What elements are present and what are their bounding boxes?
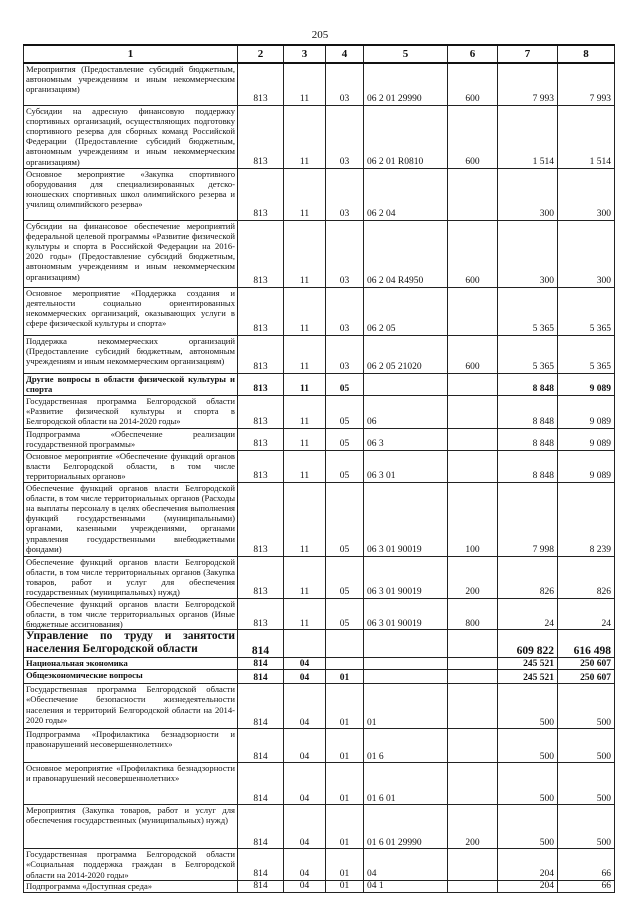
row-amount-2019: 300: [498, 168, 558, 220]
row-target-article: 01 6 01 29990: [364, 805, 448, 849]
row-ministry-code: 813: [238, 220, 284, 287]
row-amount-2020: 9 089: [558, 428, 615, 450]
table-row: [24, 763, 615, 805]
row-amount-2019: 245 521: [498, 658, 558, 670]
row-section-code: 04: [284, 729, 326, 763]
row-ministry-code: 813: [238, 63, 284, 105]
row-section-code: 11: [284, 63, 326, 105]
row-name: Другие вопросы в области физической культуры и спорта: [24, 373, 238, 395]
row-expense-type: [448, 373, 498, 395]
row-section-code: 04: [284, 880, 326, 892]
row-section-code: 11: [284, 598, 326, 630]
row-subsection-code: 01: [326, 729, 364, 763]
row-section-code: 04: [284, 763, 326, 805]
row-expense-type: [448, 763, 498, 805]
col-header-8: 8: [558, 45, 615, 63]
table-row: [24, 450, 615, 482]
row-ministry-code: 814: [238, 763, 284, 805]
row-ministry-code: 814: [238, 805, 284, 849]
row-ministry-code: 813: [238, 450, 284, 482]
row-amount-2020: 500: [558, 805, 615, 849]
row-target-article: 06 2 01 R0810: [364, 105, 448, 168]
row-target-article: 06 3 01 90019: [364, 598, 448, 630]
row-subsection-code: 01: [326, 684, 364, 729]
row-section-code: 04: [284, 849, 326, 881]
row-expense-type: [448, 670, 498, 684]
row-subsection-code: 01: [326, 805, 364, 849]
table-row: [24, 880, 615, 892]
row-expense-type: [448, 658, 498, 670]
row-section-code: 11: [284, 335, 326, 373]
row-section-code: 04: [284, 684, 326, 729]
row-expense-type: 600: [448, 63, 498, 105]
row-subsection-code: 03: [326, 63, 364, 105]
row-expense-type: [448, 450, 498, 482]
row-amount-2020: 66: [558, 880, 615, 892]
row-subsection-code: 01: [326, 763, 364, 805]
row-expense-type: 200: [448, 556, 498, 598]
row-name: Государственная программа Белгородской области «Обеспечение безопасности жизнедеятельности населения и территорий Белгородской области на 2014-2020 годы»: [24, 684, 238, 729]
row-amount-2020: 250 607: [558, 658, 615, 670]
row-expense-type: [448, 168, 498, 220]
row-target-article: 06 3: [364, 428, 448, 450]
row-expense-type: [448, 729, 498, 763]
row-subsection-code: 05: [326, 428, 364, 450]
row-target-article: [364, 670, 448, 684]
row-name: Обеспечение функций органов власти Белгородской области, в том числе территориальных органов (Расходы на выплаты персоналу в целях обеспечения выполнения функций государственными (муниципальными) органами, казенными учреждениями, органами управления государственными внебюджетными фондами): [24, 482, 238, 556]
table-row: [24, 335, 615, 373]
row-subsection-code: 05: [326, 395, 364, 428]
row-name: Основное мероприятие «Профилактика безнадзорности и правонарушений несовершеннолетних»: [24, 763, 238, 805]
row-section-code: 04: [284, 670, 326, 684]
row-section-code: [284, 630, 326, 658]
row-subsection-code: 01: [326, 849, 364, 881]
row-section-code: 11: [284, 395, 326, 428]
row-name: Управление по труду и занятости населения Белгородской области: [24, 630, 238, 658]
row-amount-2020: 9 089: [558, 450, 615, 482]
row-expense-type: [448, 684, 498, 729]
table-row: [24, 220, 615, 287]
row-target-article: [364, 373, 448, 395]
row-ministry-code: 814: [238, 630, 284, 658]
row-expense-type: 200: [448, 805, 498, 849]
row-expense-type: [448, 849, 498, 881]
row-amount-2019: 24: [498, 598, 558, 630]
row-section-code: 11: [284, 105, 326, 168]
row-expense-type: [448, 428, 498, 450]
row-expense-type: 600: [448, 335, 498, 373]
row-section-code: 11: [284, 428, 326, 450]
row-ministry-code: 813: [238, 482, 284, 556]
row-amount-2020: 300: [558, 220, 615, 287]
row-amount-2019: 7 993: [498, 63, 558, 105]
row-ministry-code: 813: [238, 373, 284, 395]
row-target-article: 01: [364, 684, 448, 729]
row-section-code: 11: [284, 556, 326, 598]
row-section-code: 11: [284, 287, 326, 335]
row-name: Обеспечение функций органов власти Белгородской области, в том числе территориальных органов (Иные бюджетные ассигнования): [24, 598, 238, 630]
row-ministry-code: 814: [238, 658, 284, 670]
table-row: [24, 670, 615, 684]
row-amount-2020: 66: [558, 849, 615, 881]
row-name: Обеспечение функций органов власти Белгородской области, в том числе территориальных органов (Закупка товаров, работ и услуг для обеспечения государственных (муниципальных) нужд): [24, 556, 238, 598]
table-row: [24, 729, 615, 763]
row-subsection-code: [326, 630, 364, 658]
col-header-5: 5: [364, 45, 448, 63]
row-target-article: 06: [364, 395, 448, 428]
col-header-4: 4: [326, 45, 364, 63]
row-amount-2020: 500: [558, 684, 615, 729]
row-amount-2019: 5 365: [498, 335, 558, 373]
table-row: [24, 373, 615, 395]
table-row: [24, 428, 615, 450]
row-ministry-code: 813: [238, 598, 284, 630]
col-header-1: 1: [24, 45, 238, 63]
row-subsection-code: 03: [326, 105, 364, 168]
row-amount-2019: 500: [498, 805, 558, 849]
table-row: [24, 395, 615, 428]
row-ministry-code: 813: [238, 105, 284, 168]
row-expense-type: [448, 630, 498, 658]
budget-table: [23, 44, 615, 893]
table-row: [24, 105, 615, 168]
col-header-6: 6: [448, 45, 498, 63]
row-subsection-code: 05: [326, 598, 364, 630]
row-amount-2019: 5 365: [498, 287, 558, 335]
row-section-code: 04: [284, 658, 326, 670]
row-target-article: 04 1: [364, 880, 448, 892]
row-amount-2019: 500: [498, 684, 558, 729]
row-target-article: 06 2 04: [364, 168, 448, 220]
row-ministry-code: 814: [238, 849, 284, 881]
table-row: [24, 287, 615, 335]
row-amount-2019: 8 848: [498, 428, 558, 450]
col-header-7: 7: [498, 45, 558, 63]
table-row: [24, 598, 615, 630]
table-row: [24, 805, 615, 849]
row-target-article: 06 3 01 90019: [364, 556, 448, 598]
row-target-article: 06 2 01 29990: [364, 63, 448, 105]
row-amount-2020: 250 607: [558, 670, 615, 684]
row-subsection-code: 05: [326, 373, 364, 395]
row-target-article: 01 6: [364, 729, 448, 763]
row-target-article: 01 6 01: [364, 763, 448, 805]
row-expense-type: [448, 395, 498, 428]
col-header-3: 3: [284, 45, 326, 63]
row-subsection-code: 03: [326, 168, 364, 220]
row-subsection-code: 01: [326, 880, 364, 892]
row-amount-2019: 826: [498, 556, 558, 598]
row-amount-2019: 204: [498, 880, 558, 892]
row-amount-2020: 5 365: [558, 335, 615, 373]
row-amount-2019: 245 521: [498, 670, 558, 684]
row-name: Основное мероприятие «Поддержка создания и деятельности социально ориентированных некоммерческих организаций, оказывающих услуги в сфере физической культуры и спорта»: [24, 287, 238, 335]
row-name: Государственная программа Белгородской области «Развитие физической культуры и спорта в Белгородской области на 2014-2020 годы»: [24, 395, 238, 428]
row-name: Подпрограмма «Профилактика безнадзорности и правонарушений несовершеннолетних»: [24, 729, 238, 763]
row-section-code: 04: [284, 805, 326, 849]
row-ministry-code: 813: [238, 556, 284, 598]
row-section-code: 11: [284, 168, 326, 220]
row-amount-2019: 500: [498, 729, 558, 763]
table-row: [24, 658, 615, 670]
row-name: Субсидии на финансовое обеспечение мероприятий федеральной целевой программы «Развитие физической культуры и спорта в Российской Федерации на 2016-2020 годы» (Предоставление субсидий бюджетным, автономным учреждениям и иным некоммерческим организациям): [24, 220, 238, 287]
row-ministry-code: 813: [238, 335, 284, 373]
row-expense-type: 600: [448, 220, 498, 287]
row-section-code: 11: [284, 482, 326, 556]
row-amount-2019: 8 848: [498, 450, 558, 482]
row-name: Субсидии на адресную финансовую поддержку спортивных организаций, осуществляющих подготовку спортивного резерва для сборных команд Российской Федерации (Предоставление субсидий бюджетным, автономным учреждениям и иным некоммерческим организациям): [24, 105, 238, 168]
row-amount-2019: 1 514: [498, 105, 558, 168]
row-name: Государственная программа Белгородской области «Социальная поддержка граждан в Белгородской области на 2014-2020 годы»: [24, 849, 238, 881]
row-ministry-code: 813: [238, 287, 284, 335]
row-ministry-code: 814: [238, 684, 284, 729]
row-amount-2020: 9 089: [558, 373, 615, 395]
row-name: Мероприятия (Предоставление субсидий бюджетным, автономным учреждениям и иным некоммерческим организациям): [24, 63, 238, 105]
row-expense-type: [448, 287, 498, 335]
row-target-article: [364, 630, 448, 658]
row-amount-2019: 500: [498, 763, 558, 805]
table-row: [24, 849, 615, 881]
row-amount-2020: 826: [558, 556, 615, 598]
row-amount-2020: 9 089: [558, 395, 615, 428]
row-target-article: [364, 658, 448, 670]
row-amount-2019: 609 822: [498, 630, 558, 658]
row-subsection-code: 05: [326, 556, 364, 598]
table-row: [24, 684, 615, 729]
row-name: Подпрограмма «Обеспечение реализации государственной программы»: [24, 428, 238, 450]
row-amount-2020: 500: [558, 763, 615, 805]
row-expense-type: 600: [448, 105, 498, 168]
row-name: Мероприятия (Закупка товаров, работ и услуг для обеспечения государственных (муниципальных) нужд): [24, 805, 238, 849]
row-amount-2019: 8 848: [498, 395, 558, 428]
row-subsection-code: 05: [326, 450, 364, 482]
column-header-row: [24, 45, 615, 63]
row-amount-2019: 7 998: [498, 482, 558, 556]
row-name: Основное мероприятие «Обеспечение функций органов власти Белгородской области, в том числе территориальных органов»: [24, 450, 238, 482]
row-name: Общеэкономические вопросы: [24, 670, 238, 684]
table-row: [24, 63, 615, 105]
row-amount-2020: 24: [558, 598, 615, 630]
row-amount-2020: 5 365: [558, 287, 615, 335]
row-expense-type: 800: [448, 598, 498, 630]
row-section-code: 11: [284, 220, 326, 287]
row-expense-type: 100: [448, 482, 498, 556]
row-name: Национальная экономика: [24, 658, 238, 670]
row-ministry-code: 814: [238, 880, 284, 892]
row-target-article: 04: [364, 849, 448, 881]
row-amount-2020: 1 514: [558, 105, 615, 168]
row-subsection-code: 01: [326, 670, 364, 684]
row-amount-2019: 8 848: [498, 373, 558, 395]
row-subsection-code: 03: [326, 335, 364, 373]
table-row: [24, 630, 615, 658]
row-amount-2020: 8 239: [558, 482, 615, 556]
row-name: Основное мероприятие «Закупка спортивного оборудования для специализированных детско-юношеских спортивных школ олимпийского резерва и училищ олимпийского резерва»: [24, 168, 238, 220]
row-subsection-code: 03: [326, 220, 364, 287]
row-subsection-code: [326, 658, 364, 670]
row-target-article: 06 2 05 21020: [364, 335, 448, 373]
row-subsection-code: 05: [326, 482, 364, 556]
table-row: [24, 168, 615, 220]
col-header-2: 2: [238, 45, 284, 63]
row-section-code: 11: [284, 450, 326, 482]
row-name: Поддержка некоммерческих организаций (Предоставление субсидий бюджетным, автономным учреждениям и иным некоммерческим организациям): [24, 335, 238, 373]
row-expense-type: [448, 880, 498, 892]
row-target-article: 06 2 04 R4950: [364, 220, 448, 287]
row-amount-2020: 500: [558, 729, 615, 763]
table-row: [24, 556, 615, 598]
table-row: [24, 482, 615, 556]
row-subsection-code: 03: [326, 287, 364, 335]
row-ministry-code: 813: [238, 168, 284, 220]
row-ministry-code: 813: [238, 395, 284, 428]
row-amount-2019: 204: [498, 849, 558, 881]
row-ministry-code: 813: [238, 428, 284, 450]
row-target-article: 06 3 01: [364, 450, 448, 482]
row-section-code: 11: [284, 373, 326, 395]
row-amount-2020: 7 993: [558, 63, 615, 105]
row-amount-2020: 616 498: [558, 630, 615, 658]
row-target-article: 06 2 05: [364, 287, 448, 335]
row-ministry-code: 814: [238, 670, 284, 684]
row-ministry-code: 814: [238, 729, 284, 763]
row-name: Подпрограмма «Доступная среда»: [24, 880, 238, 892]
row-target-article: 06 3 01 90019: [364, 482, 448, 556]
page-number: 205: [311, 29, 329, 41]
row-amount-2020: 300: [558, 168, 615, 220]
row-amount-2019: 300: [498, 220, 558, 287]
